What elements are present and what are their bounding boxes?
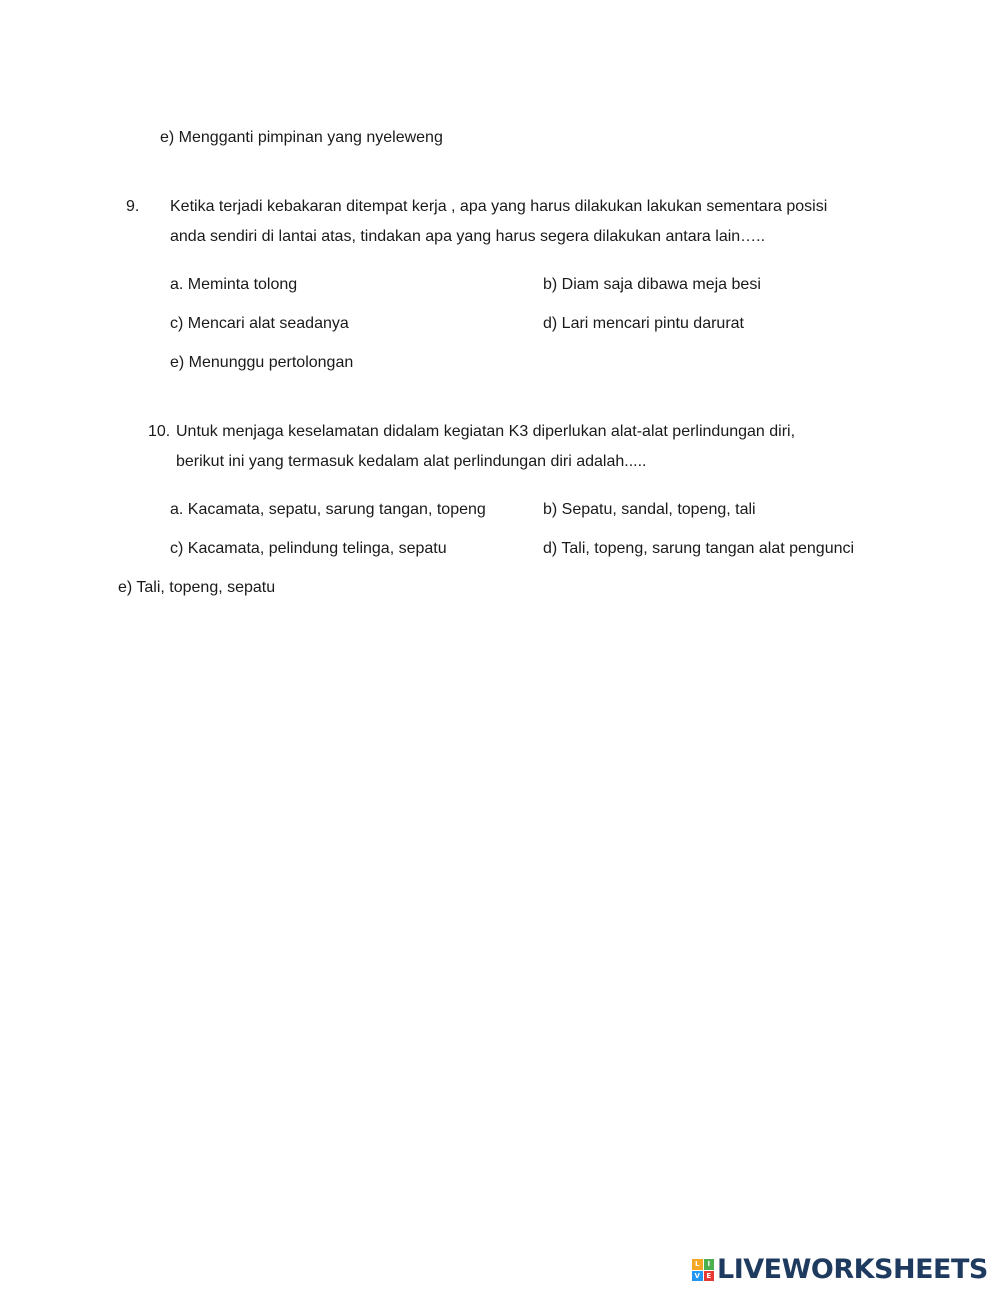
q9-option-e[interactable]: e) Menunggu pertolongan [170, 354, 354, 371]
q9-option-c[interactable]: c) Mencari alat seadanya [170, 315, 349, 332]
logo-text: LIVEWORKSHEETS [717, 1254, 988, 1285]
q9-text-line1: Ketika terjadi kebakaran ditempat kerja , apa yang harus dilakukan lakukan sementara posisi [170, 198, 828, 215]
q9-option-b[interactable]: b) Diam saja dibawa meja besi [543, 276, 761, 293]
q9-option-d[interactable]: d) Lari mencari pintu darurat [543, 315, 744, 332]
q9-number: 9. [126, 198, 140, 215]
q10-number: 10. [148, 423, 171, 440]
q10-option-d[interactable]: d) Tali, topeng, sarung tangan alat pengunci [543, 540, 855, 557]
logo-mark-letter-l: L [692, 1259, 703, 1270]
q10-option-a[interactable]: a. Kacamata, sepatu, sarung tangan, topeng [170, 501, 486, 518]
q10-text-line2: berikut ini yang termasuk kedalam alat perlindungan diri adalah..... [176, 453, 647, 470]
q10-option-e[interactable]: e) Tali, topeng, sepatu [118, 579, 276, 596]
q10-text-line1: Untuk menjaga keselamatan didalam kegiatan K3 diperlukan alat-alat perlindungan diri, [176, 423, 796, 440]
liveworksheets-logo [692, 1255, 988, 1285]
logo-mark-letter-v: V [692, 1271, 703, 1282]
logo-mark-letter-i: I [704, 1259, 715, 1270]
q9-text-line2: anda sendiri di lantai atas, tindakan apa yang harus segera dilakukan antara lain….. [170, 228, 766, 245]
prev-question-option-e: e) Mengganti pimpinan yang nyeleweng [160, 129, 443, 146]
logo-mark-letter-e: E [704, 1271, 715, 1282]
q10-option-c[interactable]: c) Kacamata, pelindung telinga, sepatu [170, 540, 447, 557]
q10-option-b[interactable]: b) Sepatu, sandal, topeng, tali [543, 501, 756, 518]
liveworksheets-logo-icon [692, 1259, 714, 1281]
q9-option-a[interactable]: a. Meminta tolong [170, 276, 298, 293]
